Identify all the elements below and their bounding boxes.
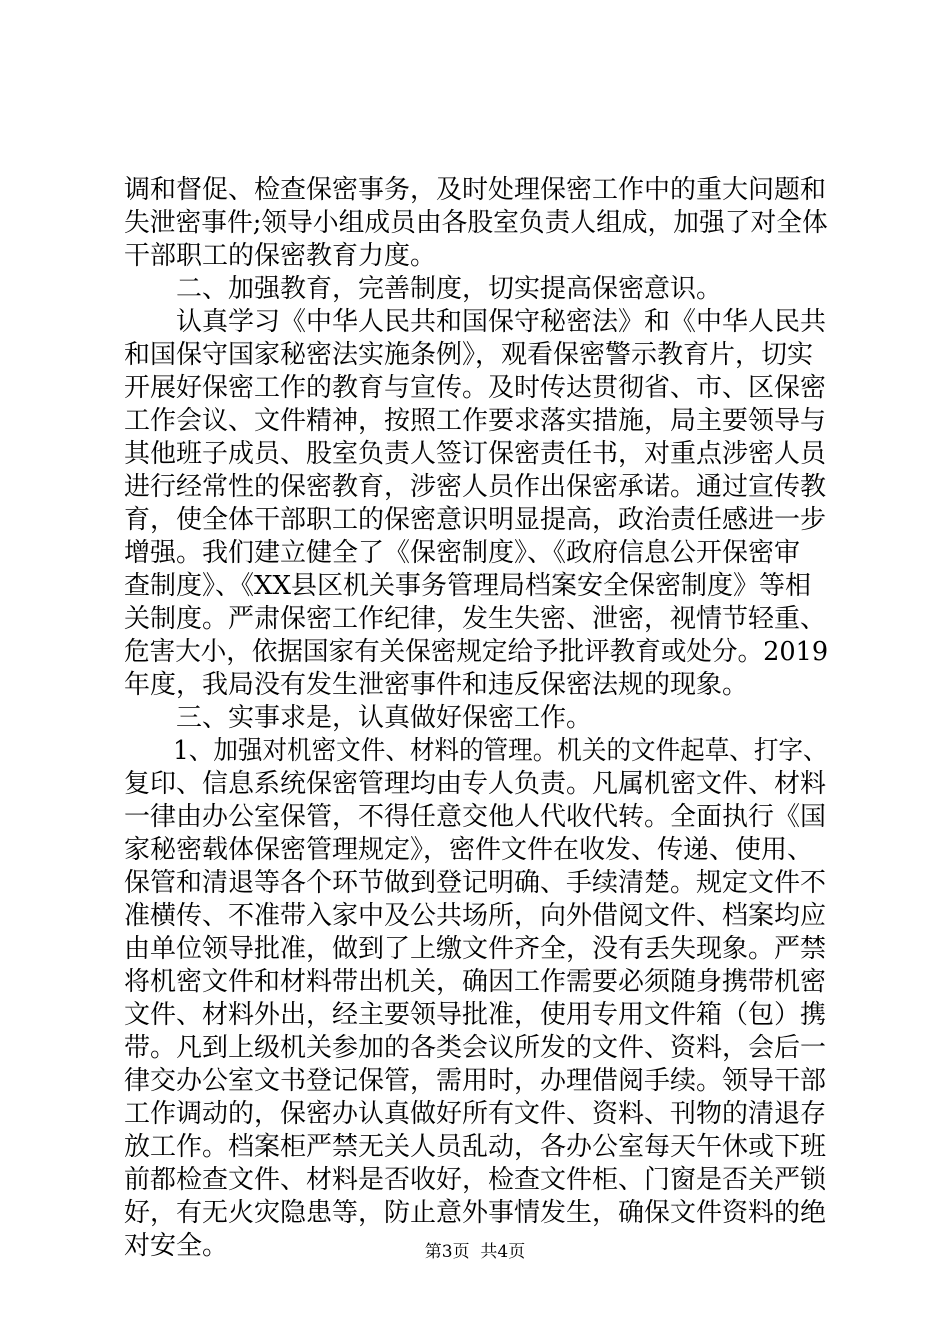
text-line: 年度，我局没有发生泄密事件和违反保密法规的现象。 bbox=[124, 670, 749, 700]
text-line: 认真学习《中华人民共和国保守秘密法》和《中华人民共 bbox=[124, 307, 827, 337]
text-line: 复印、信息系统保密管理均由专人负责。凡属机密文件、材料 bbox=[124, 769, 827, 799]
text-line: 对安全。 bbox=[124, 1231, 229, 1261]
text-line: 关制度。严肃保密工作纪律，发生失密、泄密，视情节轻重、 bbox=[124, 604, 827, 634]
text-line: 准横传、不准带入家中及公共场所，向外借阅文件、档案均应 bbox=[124, 901, 827, 931]
text-line: 放工作。档案柜严禁无关人员乱动，各办公室每天午休或下班 bbox=[124, 1132, 827, 1162]
text-line: 前都检查文件、材料是否收好，检查文件柜、门窗是否关严锁 bbox=[124, 1165, 827, 1195]
text-line: 保管和清退等各个环节做到登记明确、手续清楚。规定文件不 bbox=[124, 868, 827, 898]
text-line: 增强。我们建立健全了《保密制度》、《政府信息公开保密审 bbox=[124, 538, 801, 568]
text-line: 调和督促、检查保密事务，及时处理保密工作中的重大问题和 bbox=[124, 175, 827, 205]
page-number: 第3页 共4页 bbox=[424, 1242, 526, 1262]
text-line: 律交办公室文书登记保管，需用时，办理借阅手续。领导干部 bbox=[124, 1066, 827, 1096]
section-heading: 二、加强教育，完善制度，切实提高保密意识。 bbox=[124, 274, 723, 304]
text-line: 由单位领导批准，做到了上缴文件齐全，没有丢失现象。严禁 bbox=[124, 934, 827, 964]
text-line: 工作会议、文件精神，按照工作要求落实措施，局主要领导与 bbox=[124, 406, 827, 436]
text-line: 家秘密载体保密管理规定》，密件文件在收发、传递、使用、 bbox=[124, 835, 814, 865]
document-body bbox=[124, 174, 828, 1263]
text-line: 带。凡到上级机关参加的各类会议所发的文件、资料，会后一 bbox=[124, 1033, 827, 1063]
text-line: 查制度》、《XX县区机关事务管理局档案安全保密制度》等相 bbox=[124, 571, 812, 601]
text-line: 进行经常性的保密教育，涉密人员作出保密承诺。通过宣传教 bbox=[124, 472, 827, 502]
text-line: 开展好保密工作的教育与宣传。及时传达贯彻省、市、区保密 bbox=[124, 373, 827, 403]
section-heading: 三、实事求是，认真做好保密工作。 bbox=[124, 703, 593, 733]
text-line: 1、加强对机密文件、材料的管理。机关的文件起草、打字、 bbox=[124, 736, 828, 766]
text-line: 危害大小，依据国家有关保密规定给予批评教育或处分。2019 bbox=[124, 637, 829, 667]
text-line: 其他班子成员、股室负责人签订保密责任书，对重点涉密人员 bbox=[124, 439, 827, 469]
text-line: 干部职工的保密教育力度。 bbox=[124, 241, 437, 271]
text-line: 育，使全体干部职工的保密意识明显提高，政治责任感进一步 bbox=[124, 505, 827, 535]
page-footer bbox=[0, 1240, 950, 1264]
text-line: 和国保守国家秘密法实施条例》，观看保密警示教育片，切实 bbox=[124, 340, 814, 370]
text-line: 将机密文件和材料带出机关，确因工作需要必须随身携带机密 bbox=[124, 967, 827, 997]
text-line: 好，有无火灾隐患等，防止意外事情发生，确保文件资料的绝 bbox=[124, 1198, 827, 1228]
text-line: 失泄密事件;领导小组成员由各股室负责人组成，加强了对全体 bbox=[124, 208, 828, 238]
text-line: 文件、材料外出，经主要领导批准，使用专用文件箱（包）携 bbox=[124, 1000, 827, 1030]
text-line: 工作调动的，保密办认真做好所有文件、资料、刊物的清退存 bbox=[124, 1099, 827, 1129]
text-line: 一律由办公室保管，不得任意交他人代收代转。全面执行《国 bbox=[124, 802, 827, 832]
